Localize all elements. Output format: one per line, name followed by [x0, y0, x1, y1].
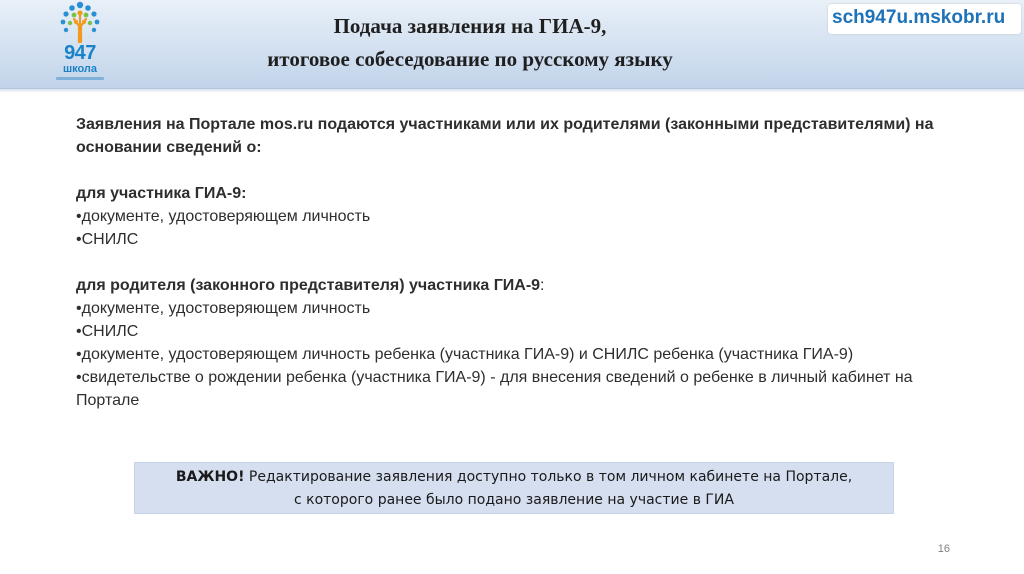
logo-number: 947 [64, 42, 96, 64]
intro-text: Заявления на Портале mos.ru подаются участниками или их родителями (законными представителями) на основании сведений о: [76, 116, 934, 156]
logo-word: школа [62, 63, 98, 75]
important-text-line1: Редактирование заявления доступно только в том личном кабинете на Портале, [244, 469, 853, 485]
logo-tagline-mark [56, 77, 104, 80]
important-line1 [135, 466, 893, 489]
tree-icon [54, 0, 106, 46]
slide-body [76, 113, 936, 412]
list-item: •документе, удостоверяющем личность ребенка (участника ГИА-9) и СНИЛС ребенка (участника ГИА-9) [76, 346, 854, 363]
spacer [76, 159, 936, 182]
list-item: •документе, удостоверяющем личность [76, 208, 371, 225]
parent-heading-colon: : [540, 277, 545, 294]
school-logo [54, 0, 106, 88]
participant-heading: для участника ГИА-9: [76, 185, 247, 202]
header-divider [0, 89, 1024, 93]
parent-heading: для родителя (законного представителя) участника ГИА-9 [76, 277, 541, 294]
parent-heading-line [76, 274, 936, 297]
list-item: •документе, удостоверяющем личность [76, 300, 371, 317]
site-url: sch947u.mskobr.ru [832, 7, 1006, 28]
important-text-line2: с которого ранее было подано заявление на участие в ГИА [293, 492, 734, 508]
slide-title-line2: итоговое собеседование по русскому языку [267, 47, 673, 71]
important-notice [134, 462, 894, 514]
slide-title [180, 10, 760, 76]
important-label: ВАЖНО! [175, 469, 245, 485]
page-number: 16 [937, 543, 950, 555]
slide-title-line1: Подача заявления на ГИА-9, [333, 14, 607, 38]
list-item: •свидетельстве о рождении ребенка (участника ГИА-9) - для внесения сведений о ребенке в личный кабинет на Портале [76, 369, 913, 409]
list-item: •СНИЛС [76, 323, 139, 340]
spacer [76, 251, 936, 274]
list-item: •СНИЛС [76, 231, 139, 248]
